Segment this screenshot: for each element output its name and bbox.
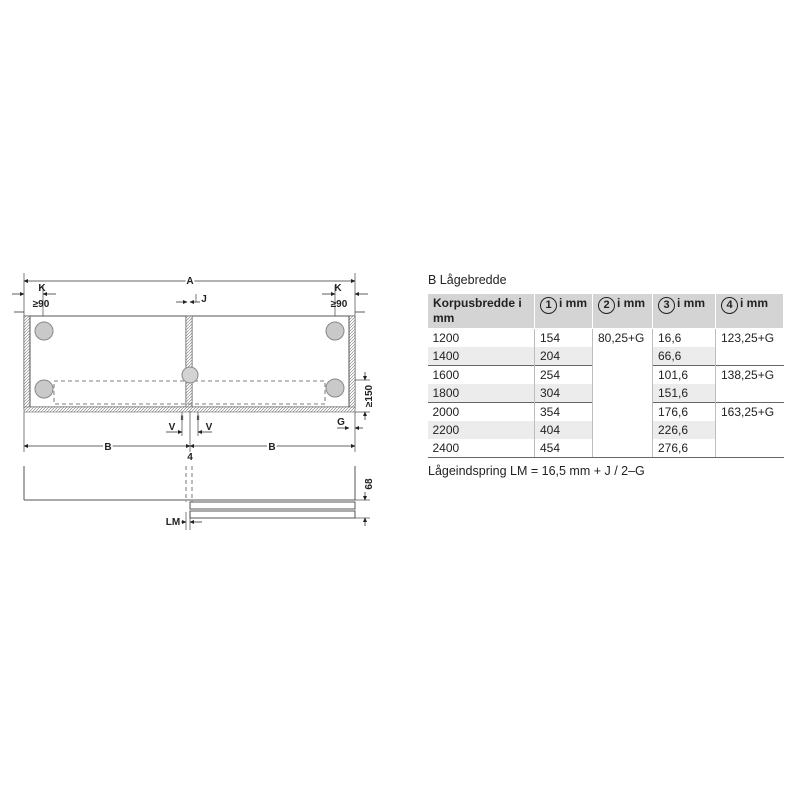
table-header-row <box>428 294 784 329</box>
label-k-right: K <box>334 283 342 294</box>
label-k-left: K <box>38 283 46 294</box>
bottom-panel <box>24 407 355 412</box>
label-v-right: V <box>205 422 213 433</box>
cell-col1: 254 <box>535 366 593 385</box>
label-ge150: ≥150 <box>364 384 375 408</box>
table-note: Lågeindspring LM = 16,5 mm + J / 2–G <box>428 464 645 478</box>
door-top-right <box>190 511 355 518</box>
table-title: B Lågebredde <box>428 273 507 287</box>
svg-text:II: II <box>196 416 200 422</box>
label-a: A <box>186 276 194 287</box>
cabinet-top-view <box>24 466 355 518</box>
label-j: J <box>201 294 207 305</box>
table-row <box>428 439 784 458</box>
door-width-table-block <box>427 273 787 478</box>
circled-number-1: 1 <box>540 297 557 314</box>
label-g: G <box>337 417 345 428</box>
header-col2-text: i mm <box>617 296 646 310</box>
cell-col2 <box>593 421 653 439</box>
cell-korpus: 1400 <box>428 347 535 366</box>
table-row <box>428 366 784 385</box>
dimension-min-90-right <box>331 299 365 312</box>
header-col1-text: i mm <box>559 296 588 310</box>
cell-korpus: 1800 <box>428 384 535 403</box>
cell-col2 <box>593 347 653 366</box>
cell-col1: 404 <box>535 421 593 439</box>
table-row <box>428 347 784 366</box>
dimension-g <box>337 417 363 428</box>
label-four: 4 <box>187 452 193 463</box>
dimension-j <box>176 294 207 305</box>
door-width-table <box>427 293 784 458</box>
door-gap <box>186 316 192 411</box>
side-panel-left <box>24 316 30 409</box>
label-68: 68 <box>364 478 375 490</box>
cell-col2: 80,25+G <box>593 329 653 348</box>
hinge-cup-bottom-right <box>326 379 344 397</box>
hinge-cup-top-left <box>35 322 53 340</box>
hinge-cup-top-right <box>326 322 344 340</box>
door-top-left <box>190 502 355 509</box>
table-row <box>428 329 784 348</box>
cell-col1: 154 <box>535 329 593 348</box>
cell-col2 <box>593 384 653 403</box>
dimension-b <box>24 411 355 463</box>
dimension-min-150 <box>355 372 375 420</box>
cell-col3: 151,6 <box>653 384 716 403</box>
circled-number-2: 2 <box>598 297 615 314</box>
cell-col2 <box>593 403 653 422</box>
cell-col1: 304 <box>535 384 593 403</box>
dimension-68 <box>355 478 375 526</box>
label-ge90-left: ≥90 <box>32 299 50 310</box>
table-row <box>428 421 784 439</box>
svg-text:II: II <box>180 416 184 422</box>
header-col4-text: i mm <box>740 296 769 310</box>
header-korpusbredde: Korpusbredde i mm <box>428 294 535 329</box>
header-col4 <box>716 294 784 329</box>
cell-col3: 66,6 <box>653 347 716 366</box>
cell-korpus: 1600 <box>428 366 535 385</box>
cell-korpus: 2000 <box>428 403 535 422</box>
cell-col3: 226,6 <box>653 421 716 439</box>
label-ge90-right: ≥90 <box>330 299 348 310</box>
cell-col3: 276,6 <box>653 439 716 458</box>
side-panel-right <box>349 316 355 409</box>
cell-col4 <box>716 384 784 403</box>
dimension-v <box>166 412 213 436</box>
technical-drawing <box>0 0 420 560</box>
cell-col4 <box>716 421 784 439</box>
hinge-cup-bottom-left <box>35 380 53 398</box>
label-b-right: B <box>268 442 276 453</box>
circled-number-3: 3 <box>658 297 675 314</box>
cell-col4: 163,25+G <box>716 403 784 422</box>
cell-col4 <box>716 347 784 366</box>
label-v-left: V <box>168 422 176 433</box>
center-fitting <box>182 367 198 383</box>
label-lm: LM <box>165 517 181 528</box>
cell-col1: 204 <box>535 347 593 366</box>
cell-col4: 138,25+G <box>716 366 784 385</box>
cell-col1: 354 <box>535 403 593 422</box>
cell-col3: 16,6 <box>653 329 716 348</box>
dimension-min-90-left <box>14 299 50 312</box>
circled-number-4: 4 <box>721 297 738 314</box>
cell-col3: 101,6 <box>653 366 716 385</box>
cell-korpus: 2200 <box>428 421 535 439</box>
label-b-left: B <box>104 442 112 453</box>
cell-col1: 454 <box>535 439 593 458</box>
header-col3 <box>653 294 716 329</box>
cell-col4 <box>716 439 784 458</box>
header-col2 <box>593 294 653 329</box>
cell-korpus: 1200 <box>428 329 535 348</box>
dimension-a <box>24 273 355 316</box>
header-col1 <box>535 294 593 329</box>
table-row <box>428 403 784 422</box>
cell-col4: 123,25+G <box>716 329 784 348</box>
cell-col2 <box>593 439 653 458</box>
cell-col3: 176,6 <box>653 403 716 422</box>
cabinet-front-view <box>24 316 355 412</box>
table-row <box>428 384 784 403</box>
cell-col2 <box>593 366 653 385</box>
door-right <box>192 316 349 407</box>
cell-korpus: 2400 <box>428 439 535 458</box>
header-col3-text: i mm <box>677 296 706 310</box>
